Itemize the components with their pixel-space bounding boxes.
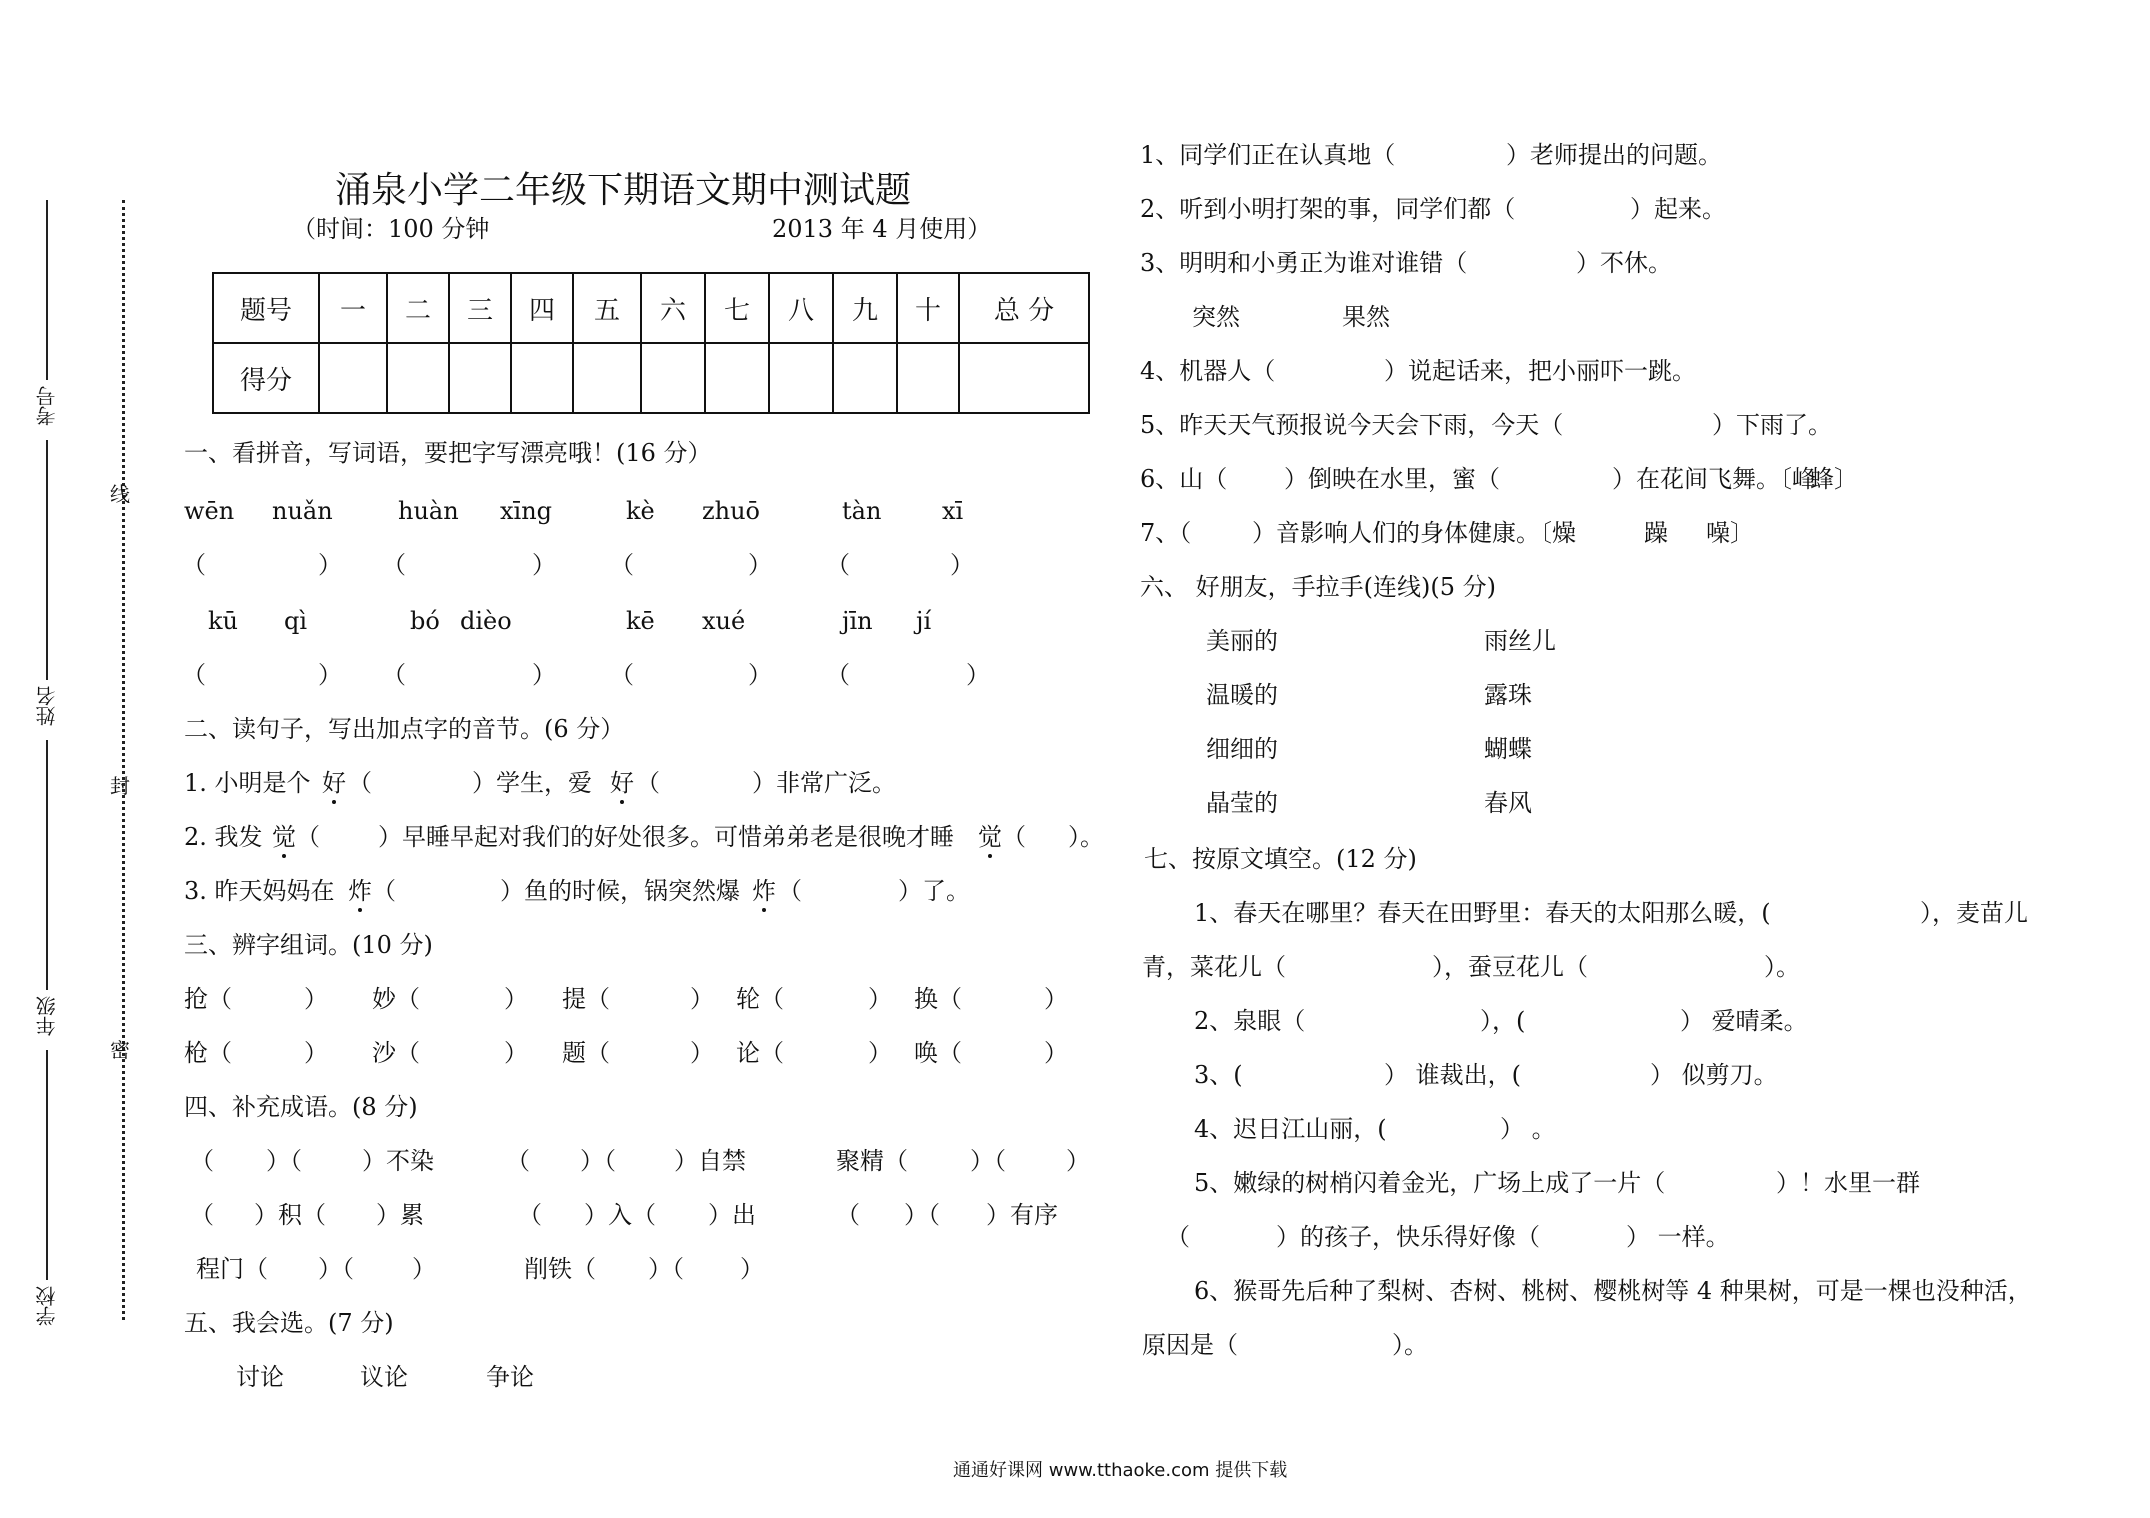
paren: （ xyxy=(372,877,396,905)
paren: （ xyxy=(518,1201,542,1229)
exam-time: （时间：100 分钟 xyxy=(292,215,490,243)
paren: （ xyxy=(382,661,406,689)
text: 枪（ xyxy=(184,1039,232,1067)
text: 1、同学们正在认真地（ xyxy=(1140,141,1396,169)
paren: （ xyxy=(610,551,634,579)
text: ） 谁裁出，( xyxy=(1384,1061,1521,1089)
text: 7、（ xyxy=(1140,519,1192,547)
paren: ） xyxy=(868,1039,892,1067)
text: ）了。 xyxy=(898,877,970,905)
paren: ） xyxy=(318,551,342,579)
pinyin: dièo xyxy=(460,607,512,635)
text: ）！水里一群 xyxy=(1776,1169,1920,1197)
score-col-4: 四 xyxy=(511,273,573,343)
sec2-title: 二、读句子，写出加点字的音节。(6 分） xyxy=(184,715,625,743)
sec4-title: 四、补充成语。(8 分) xyxy=(184,1093,418,1121)
score-cell[interactable] xyxy=(449,343,511,413)
match-right[interactable]: 春风 xyxy=(1484,789,1532,817)
text: 题（ xyxy=(562,1039,610,1067)
paren: （ xyxy=(836,1201,860,1229)
score-cell[interactable] xyxy=(897,343,959,413)
text: ）倒映在水里，蜜（ xyxy=(1284,465,1500,493)
text: ）。 xyxy=(1764,953,1800,981)
text: 6、山（ xyxy=(1140,465,1228,493)
score-cell[interactable] xyxy=(641,343,705,413)
margin-line-3 xyxy=(46,740,48,990)
sec7-q6a: 6、猴哥先后种了梨树、杏树、桃树、樱桃树等 4 种果树，可是一棵也没种活， xyxy=(1194,1277,2032,1305)
paren: （ xyxy=(610,661,634,689)
pinyin: bó xyxy=(410,607,440,635)
match-left[interactable]: 温暖的 xyxy=(1206,681,1278,709)
choice-word: 突然 xyxy=(1192,303,1240,331)
score-cell[interactable] xyxy=(387,343,449,413)
text: ）累 xyxy=(376,1201,424,1229)
sec1-title: 一、看拼音，写词语，要把字写漂亮哦！(16 分） xyxy=(184,439,712,467)
match-right[interactable]: 雨丝儿 xyxy=(1484,627,1556,655)
text: 程门（ xyxy=(196,1255,268,1283)
pinyin: wēn xyxy=(184,497,235,525)
paren: ） xyxy=(532,551,556,579)
score-col-7: 七 xyxy=(705,273,769,343)
text: （ xyxy=(1166,1223,1190,1251)
text: ） 爱晴柔。 xyxy=(1680,1007,1808,1035)
paren: ） xyxy=(690,1039,714,1067)
text: ）（ xyxy=(580,1147,616,1175)
paren: ） xyxy=(504,985,528,1013)
match-left[interactable]: 晶莹的 xyxy=(1206,789,1278,817)
paren: （ xyxy=(506,1147,530,1175)
score-cell[interactable] xyxy=(769,343,833,413)
match-right[interactable]: 露珠 xyxy=(1484,681,1532,709)
score-table-head-qno: 题号 xyxy=(213,273,319,343)
pinyin: huàn xyxy=(398,497,459,525)
paren: （ xyxy=(182,551,206,579)
text: ）（ xyxy=(970,1147,1006,1175)
text: 换（ xyxy=(914,985,962,1013)
match-left[interactable]: 细细的 xyxy=(1206,735,1278,763)
text: ）不休。 xyxy=(1576,249,1672,277)
dotted-char: 好 xyxy=(322,769,346,797)
dotted-char: 觉 xyxy=(272,823,296,851)
sec3-title: 三、辨字组词。(10 分) xyxy=(184,931,433,959)
text: 2、泉眼（ xyxy=(1194,1007,1306,1035)
text: 论（ xyxy=(736,1039,784,1067)
seal-dotted-line xyxy=(122,200,125,1320)
text: ）。 xyxy=(1068,823,1104,851)
text: ）在花间飞舞。〔峰 xyxy=(1612,465,1816,493)
text: 3、( xyxy=(1194,1061,1243,1089)
dotted-char: 炸 xyxy=(752,877,776,905)
paren: ） xyxy=(304,1039,328,1067)
text: 削铁（ xyxy=(524,1255,596,1283)
score-table xyxy=(212,272,1090,414)
margin-line-2 xyxy=(46,440,48,680)
pinyin: nuǎn xyxy=(272,497,333,525)
text: 蜂〕 xyxy=(1810,465,1858,493)
score-col-6: 六 xyxy=(641,273,705,343)
match-left[interactable]: 美丽的 xyxy=(1206,627,1278,655)
text: ）（ xyxy=(648,1255,684,1283)
paren: ） xyxy=(532,661,556,689)
paren: （ xyxy=(826,661,850,689)
margin-line-1 xyxy=(46,200,48,380)
text: ）非常广泛。 xyxy=(752,769,896,797)
text: 5、嫩绿的树梢闪着金光，广场上成了一片（ xyxy=(1194,1169,1666,1197)
score-col-8: 八 xyxy=(769,273,833,343)
text: ）出 xyxy=(708,1201,756,1229)
grade-label: 年级 xyxy=(35,996,59,1036)
pinyin: kè xyxy=(626,497,655,525)
pinyin: jīn xyxy=(842,607,873,635)
text: ）有序 xyxy=(986,1201,1058,1229)
pinyin: jí xyxy=(916,607,932,635)
text: ） 似剪刀。 xyxy=(1650,1061,1778,1089)
paren: （ xyxy=(1002,823,1026,851)
text: 4、迟日江山丽，( xyxy=(1194,1115,1387,1143)
text: 抢（ xyxy=(184,985,232,1013)
score-col-10: 十 xyxy=(897,273,959,343)
text: 5、昨天天气预报说今天会下雨，今天（ xyxy=(1140,411,1564,439)
pinyin: xué xyxy=(702,607,746,635)
score-col-total: 总 分 xyxy=(959,273,1089,343)
text: ）的孩子，快乐得好像（ xyxy=(1276,1223,1540,1251)
paren: （ xyxy=(778,877,802,905)
text: ），( xyxy=(1480,1007,1526,1035)
text: 3、明明和小勇正为谁对谁错（ xyxy=(1140,249,1468,277)
text: 沙（ xyxy=(372,1039,420,1067)
text: ）音影响人们的身体健康。〔燥 xyxy=(1252,519,1576,547)
text: 噪〕 xyxy=(1706,519,1754,547)
text: ）老师提出的问题。 xyxy=(1506,141,1722,169)
pinyin: xī xyxy=(942,497,964,525)
paren: （ xyxy=(182,661,206,689)
paren: ） xyxy=(1044,1039,1068,1067)
dotted-char: 觉 xyxy=(978,823,1002,851)
sec5-title: 五、我会选。(7 分) xyxy=(184,1309,394,1337)
score-col-5: 五 xyxy=(573,273,641,343)
choice-word: 讨论 xyxy=(236,1363,284,1391)
paren: ） xyxy=(304,985,328,1013)
text: ）自禁 xyxy=(674,1147,746,1175)
text: ） 一样。 xyxy=(1626,1223,1730,1251)
score-cell[interactable] xyxy=(705,343,769,413)
name-label: 姓名 xyxy=(35,686,59,726)
paren: （ xyxy=(382,551,406,579)
text: 青，菜花儿（ xyxy=(1142,953,1286,981)
exam-date: 2013 年 4 月使用） xyxy=(772,215,992,243)
dotted-char: 好 xyxy=(610,769,634,797)
text: 2. 我发 xyxy=(184,823,263,851)
text: ）。 xyxy=(1392,1331,1428,1359)
school-label: 学校 xyxy=(35,1286,59,1326)
score-cell[interactable] xyxy=(573,343,641,413)
pinyin: kū xyxy=(208,607,238,635)
text: ）不染 xyxy=(362,1147,434,1175)
text: ）（ xyxy=(318,1255,354,1283)
paren: ） xyxy=(748,551,772,579)
dotted-char: 炸 xyxy=(348,877,372,905)
paren: ） xyxy=(1066,1147,1090,1175)
sec6-title: 六、 好朋友，手拉手(连线)(5 分) xyxy=(1140,573,1496,601)
text: ） 。 xyxy=(1500,1115,1556,1143)
seal-char-line: 线 xyxy=(110,482,130,506)
text: 原因是（ xyxy=(1142,1331,1238,1359)
text: ）鱼的时候，锅突然爆 xyxy=(500,877,740,905)
pinyin: zhuō xyxy=(702,497,761,525)
text: ）下雨了。 xyxy=(1712,411,1832,439)
pinyin: xīng xyxy=(500,497,553,525)
text: 1. 小明是个 xyxy=(184,769,311,797)
text: 轮（ xyxy=(736,985,784,1013)
text: 躁 xyxy=(1644,519,1668,547)
choice-word: 果然 xyxy=(1342,303,1390,331)
paren: （ xyxy=(190,1201,214,1229)
paren: ） xyxy=(740,1255,764,1283)
paren: （ xyxy=(826,551,850,579)
score-table-head-score: 得分 xyxy=(213,343,319,413)
text: ）学生，爱 xyxy=(472,769,592,797)
score-col-1: 一 xyxy=(319,273,387,343)
paren: ） xyxy=(868,985,892,1013)
pinyin: qì xyxy=(284,607,308,635)
text: ）（ xyxy=(904,1201,940,1229)
paren: ） xyxy=(950,551,974,579)
text: ）起来。 xyxy=(1630,195,1726,223)
paren: ） xyxy=(318,661,342,689)
seal-char-secret: 密 xyxy=(110,1038,130,1062)
text: ）说起话来，把小丽吓一跳。 xyxy=(1384,357,1696,385)
text: ）积（ xyxy=(254,1201,326,1229)
match-right[interactable]: 蝴蝶 xyxy=(1484,735,1532,763)
score-cell[interactable] xyxy=(511,343,573,413)
margin-line-4 xyxy=(46,1050,48,1280)
text: ）早睡早起对我们的好处很多。可惜弟弟老是很晚才睡 xyxy=(378,823,954,851)
text: 2、听到小明打架的事，同学们都（ xyxy=(1140,195,1516,223)
score-col-2: 二 xyxy=(387,273,449,343)
choice-word: 争论 xyxy=(486,1363,534,1391)
paren: ） xyxy=(504,1039,528,1067)
text: ），麦苗儿 xyxy=(1920,899,2028,927)
score-cell[interactable] xyxy=(833,343,897,413)
text: 提（ xyxy=(562,985,610,1013)
text: ）入（ xyxy=(584,1201,656,1229)
paren: ） xyxy=(1044,985,1068,1013)
paren: （ xyxy=(636,769,660,797)
pinyin: tàn xyxy=(842,497,882,525)
page-title: 涌泉小学二年级下期语文期中测试题 xyxy=(335,170,912,211)
text: 1、春天在哪里？春天在田野里：春天的太阳那么暖，( xyxy=(1194,899,1771,927)
score-col-9: 九 xyxy=(833,273,897,343)
paren: （ xyxy=(190,1147,214,1175)
text: 4、机器人（ xyxy=(1140,357,1276,385)
exam-no-label: 考号 xyxy=(35,386,59,426)
pinyin: kē xyxy=(626,607,655,635)
text: 妙（ xyxy=(372,985,420,1013)
paren: ） xyxy=(748,661,772,689)
text: 唤（ xyxy=(914,1039,962,1067)
text: 聚精（ xyxy=(836,1147,908,1175)
paren: （ xyxy=(296,823,320,851)
text: ）（ xyxy=(266,1147,302,1175)
seal-char-seal: 封 xyxy=(110,774,130,798)
text: 3. 昨天妈妈在 xyxy=(184,877,335,905)
footer-credit: 通通好课网 www.tthaoke.com 提供下载 xyxy=(953,1460,1288,1481)
paren: ） xyxy=(690,985,714,1013)
score-col-3: 三 xyxy=(449,273,511,343)
score-cell-total[interactable] xyxy=(959,343,1089,413)
text: ），蚕豆花儿（ xyxy=(1432,953,1588,981)
paren: （ xyxy=(348,769,372,797)
paren: ） xyxy=(412,1255,436,1283)
paren: ） xyxy=(966,661,990,689)
sec7-title: 七、按原文填空。(12 分) xyxy=(1144,845,1417,873)
choice-word: 议论 xyxy=(360,1363,408,1391)
score-cell[interactable] xyxy=(319,343,387,413)
